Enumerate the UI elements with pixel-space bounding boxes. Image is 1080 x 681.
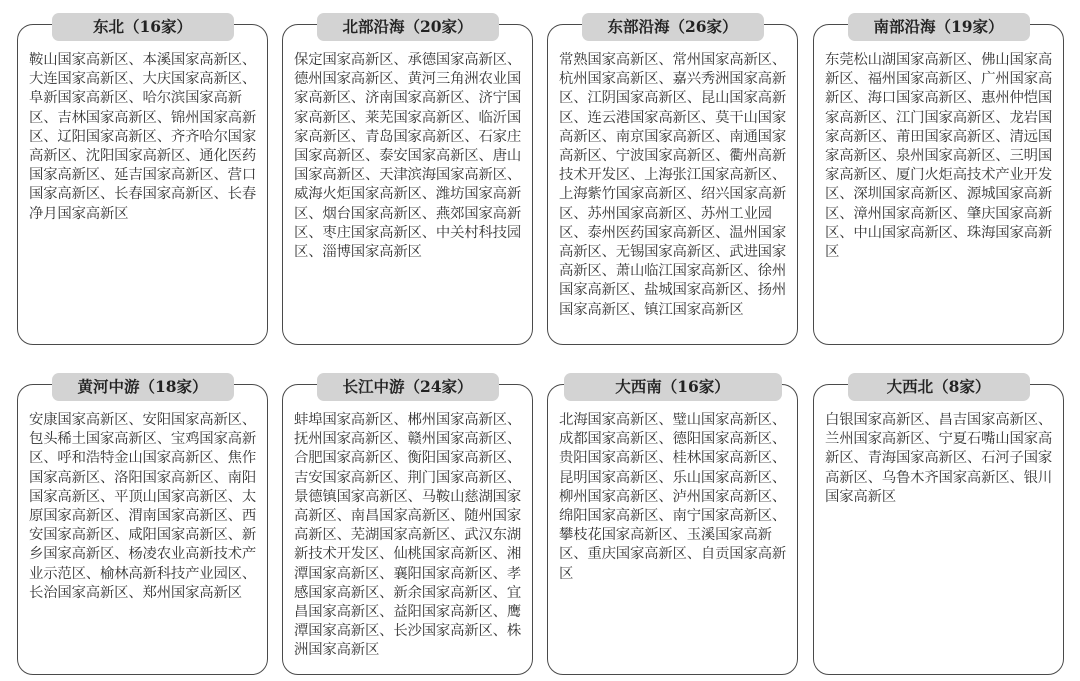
region-zone-list: 东莞松山湖国家高新区、佛山国家高新区、福州国家高新区、广州国家高新区、海口国家高新区、惠州仲恺国家高新区、江门国家高新区、龙岩国家高新区、莆田国家高新区、清远国家高新区、泉州国家高新区、三明国家高新区、厦门火炬高技术产业开发区、深圳国家高新区、源城国家高新区、漳州国家高新区、肇庆国家高新区、中山国家高新区、珠海国家高新区: [825, 52, 1053, 261]
region-title: 南部沿海（19家）: [848, 13, 1030, 41]
region-title: 北部沿海（20家）: [317, 13, 499, 41]
region-zone-list: 安康国家高新区、安阳国家高新区、包头稀土国家高新区、宝鸡国家高新区、呼和浩特金山国家高新区、焦作国家高新区、洛阳国家高新区、南阳国家高新区、平顶山国家高新区、太原国家高新区、渭南国家高新区、西安国家高新区、咸阳国家高新区、新乡国家高新区、杨凌农业高新技术产业示范区、榆林高新科技产业园区、长治国家高新区、郑州国家高新区: [29, 412, 257, 601]
region-zone-list: 鞍山国家高新区、本溪国家高新区、大连国家高新区、大庆国家高新区、阜新国家高新区、哈尔滨国家高新区、吉林国家高新区、锦州国家高新区、辽阳国家高新区、齐齐哈尔国家高新区、沈阳国家高新区、通化医药国家高新区、延吉国家高新区、营口国家高新区、长春国家高新区、长春净月国家高新区: [29, 52, 257, 222]
region-panel-south-coast: [813, 17, 1064, 345]
region-title: 长江中游（24家）: [317, 373, 499, 401]
region-zone-list: 北海国家高新区、璧山国家高新区、成都国家高新区、德阳国家高新区、贵阳国家高新区、桂林国家高新区、昆明国家高新区、乐山国家高新区、柳州国家高新区、泸州国家高新区、绵阳国家高新区、南宁国家高新区、攀枝花国家高新区、玉溪国家高新区、重庆国家高新区、自贡国家高新区: [559, 412, 787, 582]
region-zone-list: 蚌埠国家高新区、郴州国家高新区、抚州国家高新区、赣州国家高新区、合肥国家高新区、衡阳国家高新区、吉安国家高新区、荆门国家高新区、景德镇国家高新区、马鞍山慈湖国家高新区、南昌国家高新区、随州国家高新区、芜湖国家高新区、武汉东湖新技术开发区、仙桃国家高新区、湘潭国家高新区、襄阳国家高新区、孝感国家高新区、新余国家高新区、宜昌国家高新区、益阳国家高新区、鹰潭国家高新区、长沙国家高新区、株洲国家高新区: [294, 412, 522, 659]
region-title: 大西南（16家）: [564, 373, 782, 401]
region-title: 黄河中游（18家）: [52, 373, 234, 401]
region-zone-list: 白银国家高新区、昌吉国家高新区、兰州国家高新区、宁夏石嘴山国家高新区、青海国家高新区、石河子国家高新区、乌鲁木齐国家高新区、银川国家高新区: [825, 412, 1053, 505]
region-title: 大西北（8家）: [848, 373, 1030, 401]
region-title: 东部沿海（26家）: [582, 13, 764, 41]
region-panel-northwest: [813, 377, 1064, 675]
region-panel-yangtze-middle: [282, 377, 533, 675]
region-zone-list: 常熟国家高新区、常州国家高新区、杭州国家高新区、嘉兴秀洲国家高新区、江阴国家高新区、昆山国家高新区、连云港国家高新区、莫干山国家高新区、南京国家高新区、南通国家高新区、宁波国家高新区、衢州高新技术开发区、上海张江国家高新区、上海紫竹国家高新区、绍兴国家高新区、苏州国家高新区、苏州工业园区、泰州医药国家高新区、温州国家高新区、无锡国家高新区、武进国家高新区、萧山临江国家高新区、徐州国家高新区、盐城国家高新区、扬州国家高新区、镇江国家高新区: [559, 52, 787, 318]
region-zone-list: 保定国家高新区、承德国家高新区、德州国家高新区、黄河三角洲农业国家高新区、济南国家高新区、济宁国家高新区、莱芜国家高新区、临沂国家高新区、青岛国家高新区、石家庄国家高新区、泰安国家高新区、唐山国家高新区、天津滨海国家高新区、威海火炬国家高新区、潍坊国家高新区、烟台国家高新区、燕郊国家高新区、枣庄国家高新区、中关村科技园区、淄博国家高新区: [294, 52, 522, 261]
region-panel-north-coast: [282, 17, 533, 345]
region-title: 东北（16家）: [52, 13, 234, 41]
region-panel-east-coast: [547, 17, 798, 345]
region-panel-yellow-river-middle: [17, 377, 268, 675]
region-panel-northeast: [17, 17, 268, 345]
region-panel-southwest: [547, 377, 798, 675]
